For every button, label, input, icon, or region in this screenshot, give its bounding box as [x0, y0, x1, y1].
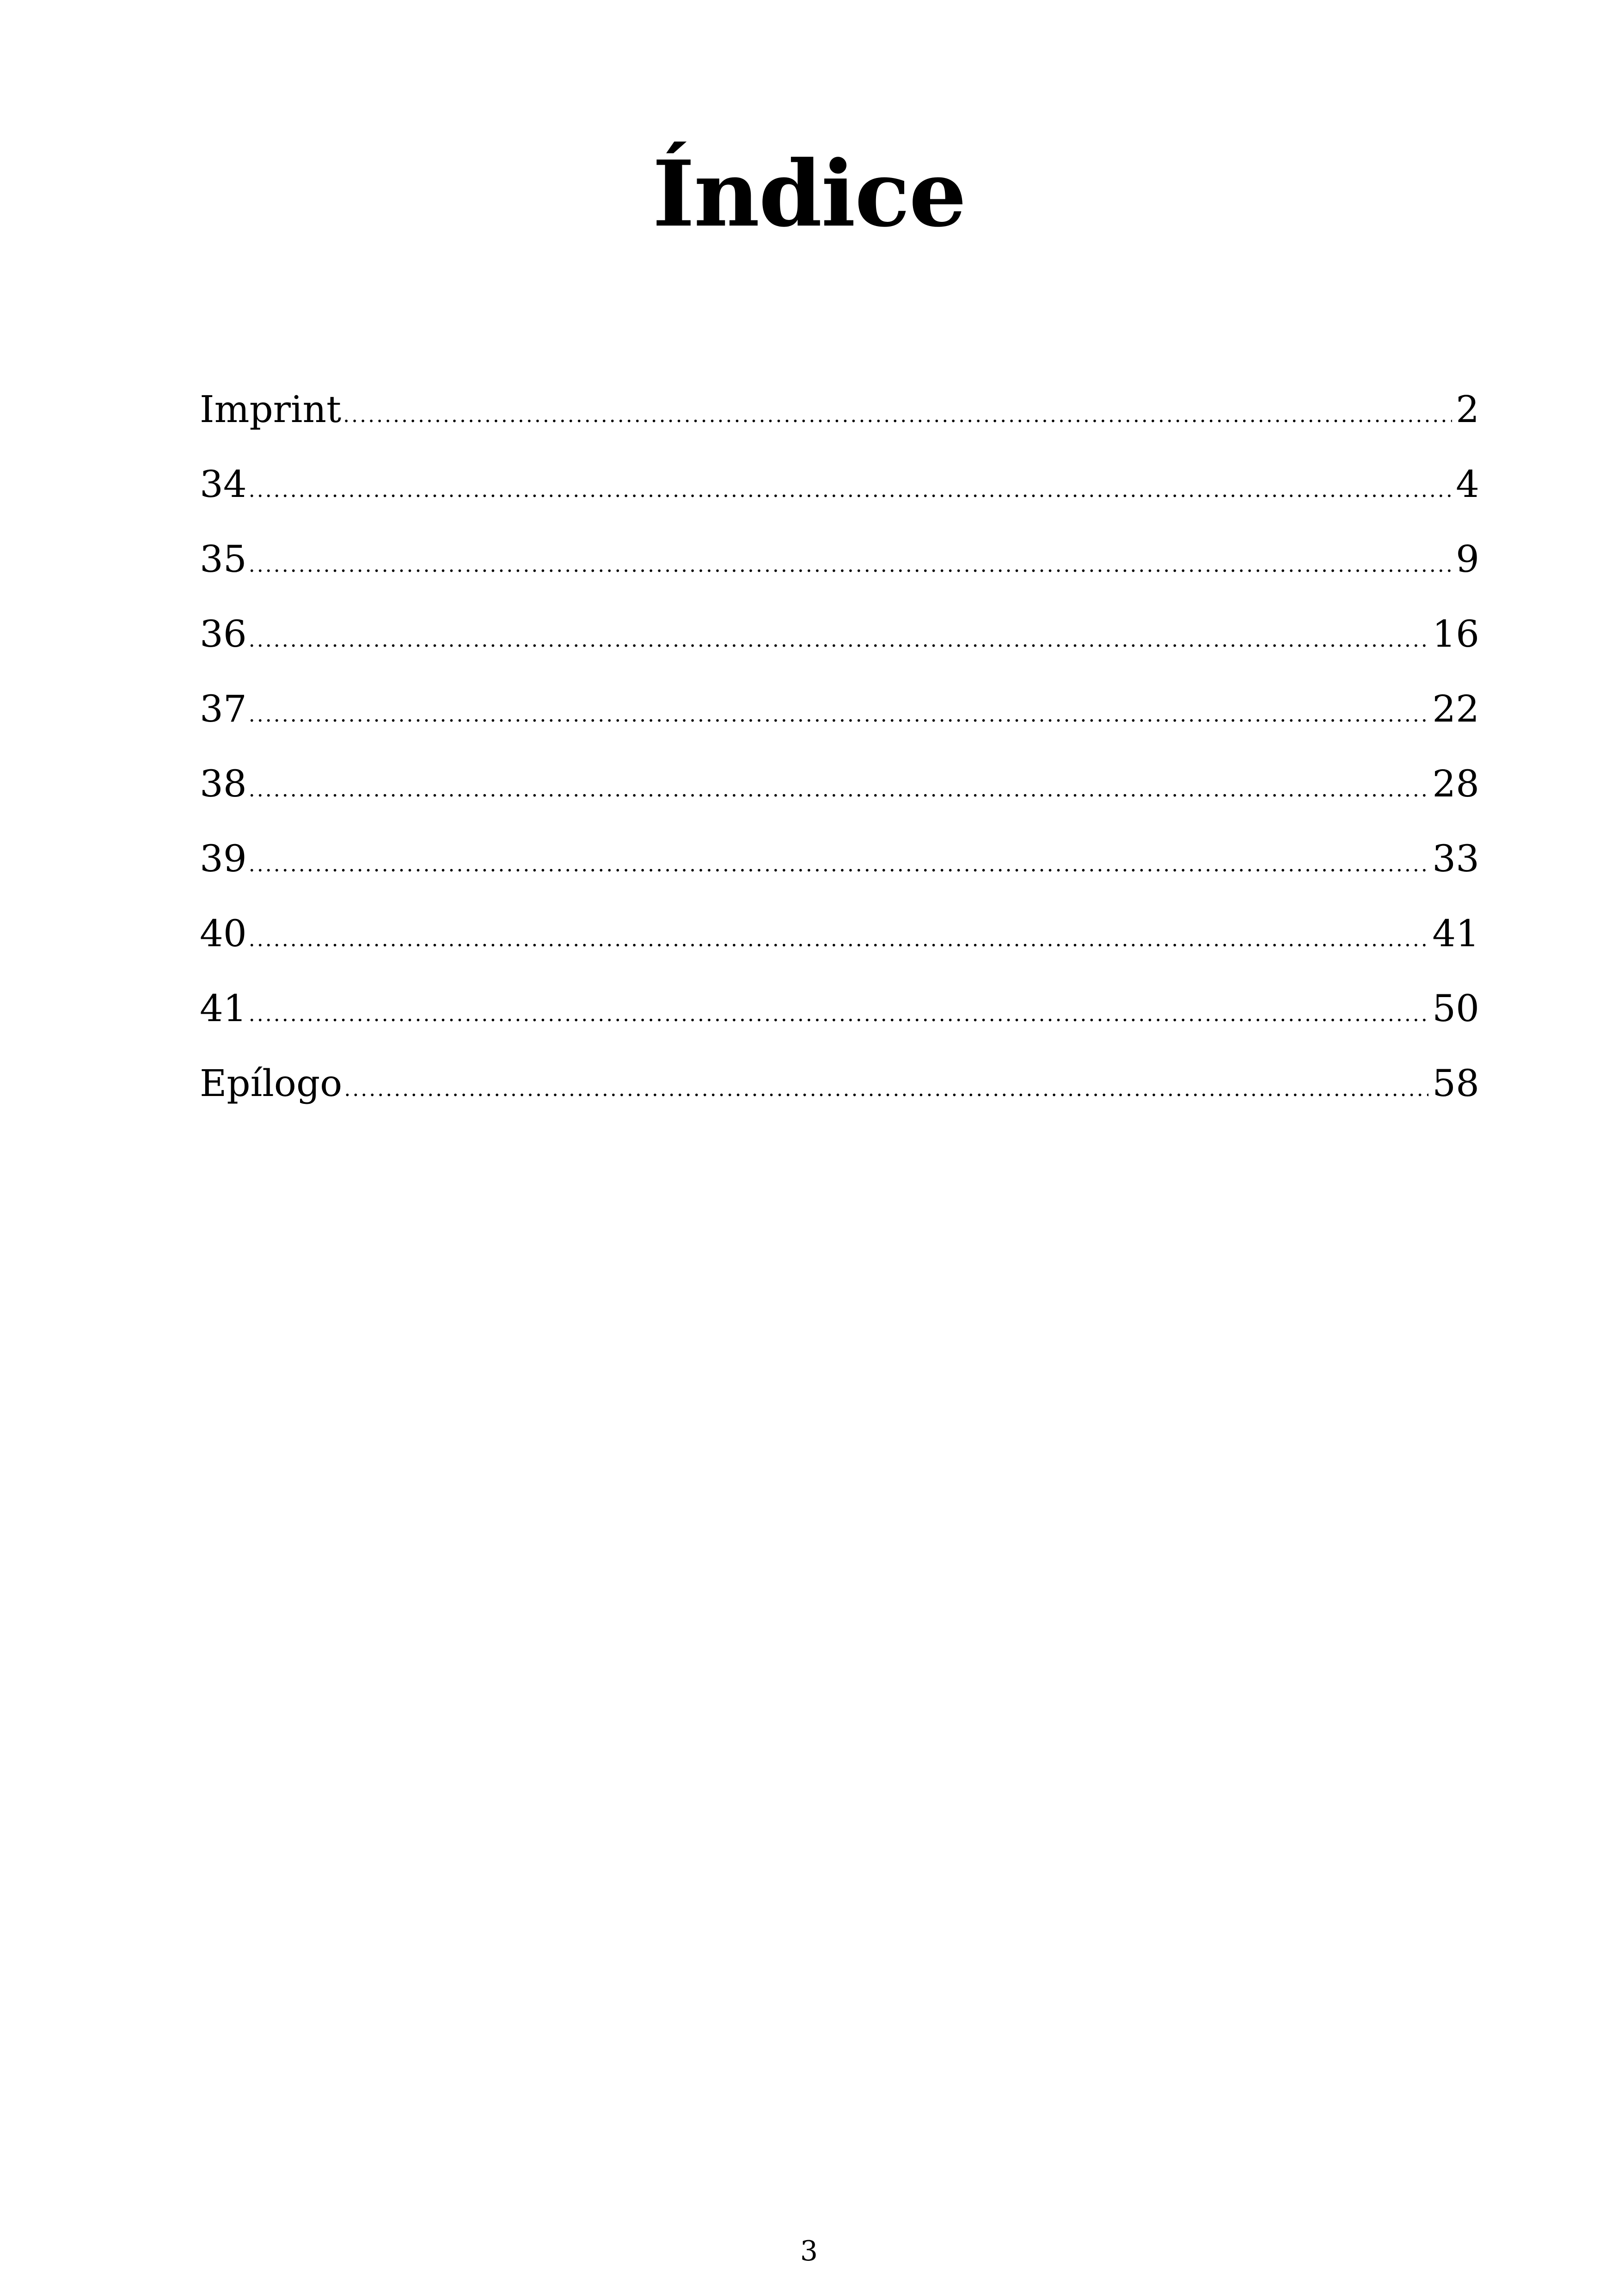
toc-entry-label: 39	[200, 837, 247, 880]
toc-entry-label: 40	[200, 912, 247, 955]
toc-entry-page: 2	[1456, 388, 1479, 431]
toc-dot-leader	[249, 902, 1428, 971]
toc-dot-leader	[344, 1052, 1428, 1121]
toc-entry-page: 22	[1432, 687, 1479, 730]
toc-dot-leader	[249, 977, 1428, 1046]
toc-entry-epilogo[interactable]	[200, 1046, 1479, 1121]
toc-entry-38[interactable]	[200, 747, 1479, 821]
toc-entry-label: Epílogo	[200, 1062, 343, 1105]
toc-entry-page: 4	[1456, 463, 1479, 506]
toc-dot-leader	[249, 453, 1452, 522]
toc-entry-page: 50	[1432, 987, 1479, 1030]
toc-entry-page: 9	[1456, 538, 1479, 581]
table-of-contents	[200, 372, 1479, 1121]
toc-entry-label: Imprint	[200, 388, 342, 431]
toc-entry-label: 34	[200, 463, 247, 506]
toc-dot-leader	[343, 378, 1452, 447]
toc-dot-leader	[249, 753, 1428, 821]
toc-entry-page: 58	[1432, 1062, 1479, 1105]
toc-entry-imprint[interactable]	[200, 372, 1479, 447]
toc-entry-label: 41	[200, 987, 247, 1030]
toc-entry-41[interactable]	[200, 971, 1479, 1046]
toc-entry-39[interactable]	[200, 821, 1479, 896]
toc-entry-35[interactable]	[200, 522, 1479, 597]
toc-dot-leader	[249, 603, 1428, 672]
toc-dot-leader	[249, 528, 1452, 597]
toc-entry-40[interactable]	[200, 896, 1479, 971]
toc-dot-leader	[249, 678, 1428, 747]
toc-entry-page: 33	[1432, 837, 1479, 880]
page-number: 3	[800, 2235, 818, 2267]
toc-dot-leader	[249, 827, 1428, 896]
toc-entry-label: 35	[200, 538, 247, 581]
toc-entry-37[interactable]	[200, 672, 1479, 747]
toc-entry-label: 38	[200, 762, 247, 805]
toc-entry-label: 37	[200, 687, 247, 730]
toc-entry-page: 41	[1432, 912, 1479, 955]
page-title: Índice	[652, 141, 966, 247]
toc-entry-label: 36	[200, 612, 247, 655]
toc-entry-page: 16	[1432, 612, 1479, 655]
toc-entry-page: 28	[1432, 762, 1479, 805]
toc-entry-36[interactable]	[200, 597, 1479, 672]
toc-entry-34[interactable]	[200, 447, 1479, 522]
